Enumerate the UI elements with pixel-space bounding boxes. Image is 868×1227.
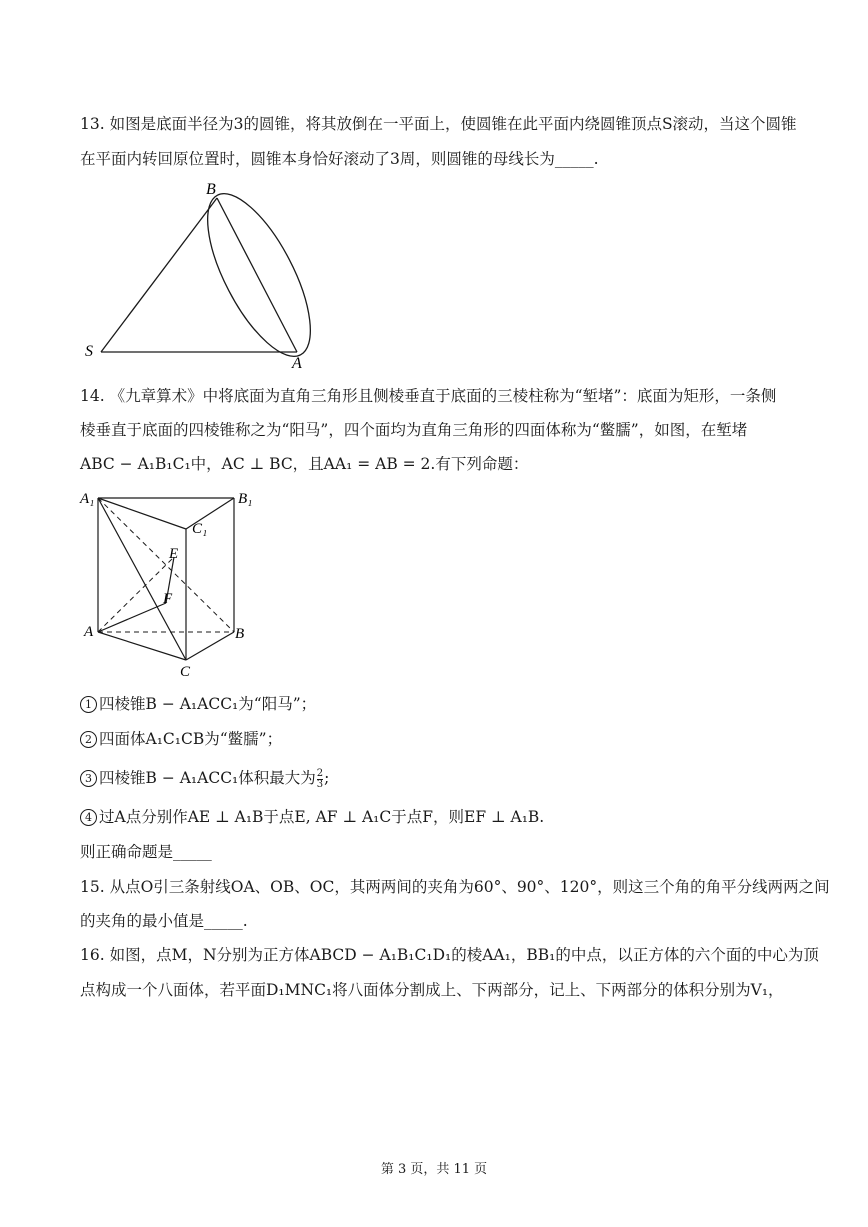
label-s: S xyxy=(85,343,93,360)
q14-option-4: 4 过A点分别作AE ⊥ A₁B于点E, AF ⊥ A₁C于点F，则EF ⊥ A₁B. xyxy=(80,807,544,827)
q16-line-1: 16. 如图，点M，N分别为正方体ABCD − A₁B₁C₁D₁的棱AA₁，BB₁的中点，以正方体的六个面的中心为顶 xyxy=(80,946,819,964)
q14-line-1: 14. 《九章算术》中将底面为直角三角形且侧棱垂直于底面的三棱柱称为“堑堵”：底面为矩形，一条侧 xyxy=(80,387,777,405)
label-c: C xyxy=(180,664,191,680)
label-e: E xyxy=(169,546,179,562)
q14-line-3: ABC − A₁B₁C₁中，AC ⊥ BC，且AA₁ = AB = 2.有下列命题： xyxy=(80,455,529,473)
circle-number-1: 1 xyxy=(80,696,97,713)
cone-axis-ba xyxy=(217,198,297,352)
label-a: A xyxy=(292,355,302,370)
label-a1: A₁ xyxy=(80,491,95,507)
prism-figure xyxy=(78,485,263,680)
q14-option-1: 1 四棱锥B − A₁ACC₁为“阳马”； xyxy=(80,694,316,714)
label-b: B xyxy=(235,626,245,642)
q15-line-2: 的夹角的最小值是_____. xyxy=(80,912,248,930)
cone-base-ellipse xyxy=(187,179,320,370)
circle-number-2: 2 xyxy=(80,731,97,748)
label-b: B xyxy=(206,181,216,198)
label-a: A xyxy=(84,624,94,640)
cone-edge-sb xyxy=(101,198,217,352)
cone-figure xyxy=(80,178,320,370)
q13-line-1: 13. 如图是底面半径为3的圆锥，将其放倒在一平面上，使圆锥在此平面内绕圆锥顶点S滚动，当这个圆锥 xyxy=(80,115,797,133)
q15-line-1: 15. 从点O引三条射线OA、OB、OC，其两两间的夹角为60°、90°、120°，则这三个角的角平分线两两之间 xyxy=(80,878,830,896)
q14-option-2: 2 四面体A₁C₁CB为“鳖臑”； xyxy=(80,729,282,749)
fraction-two-thirds: $\frac{2}{3}$ xyxy=(316,767,324,790)
circle-number-3: 3 xyxy=(80,770,97,787)
q14-option-3: 3 四棱锥B − A₁ACC₁体积最大为 $\frac{2}{3}$ ; xyxy=(80,768,329,790)
circle-number-4: 4 xyxy=(80,809,97,826)
q14-ask: 则正确命题是_____ xyxy=(80,843,212,861)
q16-line-2: 点构成一个八面体，若平面D₁MNC₁将八面体分割成上、下两部分，记上、下两部分的体积分别为V₁， xyxy=(80,981,784,999)
label-f: F xyxy=(163,591,173,607)
q14-line-2: 棱垂直于底面的四棱锥称之为“阳马”，四个面均为直角三角形的四面体称为“鳖臑”，如图，在堑堵 xyxy=(80,421,748,439)
label-b1: B₁ xyxy=(238,491,253,507)
page-footer: 第 3 页，共 11 页 xyxy=(380,1162,488,1177)
q13-line-2: 在平面内转回原位置时，圆锥本身恰好滚动了3周，则圆锥的母线长为_____. xyxy=(80,150,599,168)
label-c1: C₁ xyxy=(192,521,208,537)
